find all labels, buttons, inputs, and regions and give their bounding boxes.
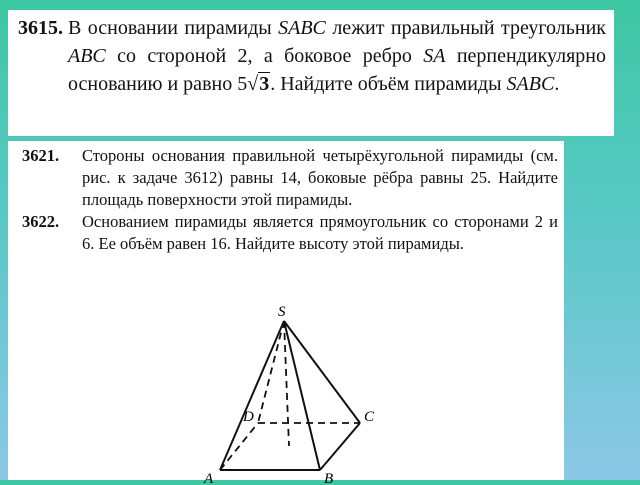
problem-text <box>68 14 606 98</box>
text-segment: со стороной 2, а боковое ребро <box>105 45 424 67</box>
problem-text: Основанием пирамиды является прямоугольник со сторонами 2 и 6. Ее объём равен 16. Найдите высоту этой пирамиды. <box>82 212 558 253</box>
math-root-expression <box>237 70 270 98</box>
vertex-label-a: A <box>204 471 214 485</box>
problem-3622 <box>22 211 558 255</box>
edge-sb <box>284 321 320 470</box>
text-segment: . Найдите объём пирамиды <box>270 73 507 95</box>
vertex-label-c: C <box>364 409 375 425</box>
math-coefficient: 5 <box>237 73 248 95</box>
problem-text: Стороны основания правильной четырёхугольной пирамиды (см. рис. к задаче 3612) равны 14, боковые рёбра равны 25. Найдите площадь поверхности этой пирамиды. <box>82 146 558 209</box>
vertex-label-s: S <box>278 305 286 320</box>
hidden-edge-ad <box>220 423 258 470</box>
problem-3615-panel <box>8 10 614 136</box>
math-variable: SA <box>423 45 446 67</box>
radical-sign: √ <box>247 73 259 95</box>
pyramid-figure <box>198 305 418 485</box>
problem-number: 3622. <box>22 212 60 231</box>
text-segment: В основании пирамиды <box>68 17 279 39</box>
edge-bc <box>320 423 360 470</box>
math-variable: SABC <box>506 73 555 95</box>
problems-3621-3622-panel <box>8 141 564 485</box>
text-segment: перпендикулярно основанию и равно <box>68 45 606 95</box>
math-variable: ABC <box>68 45 106 67</box>
text-segment: . <box>554 73 560 95</box>
vertex-label-d: D <box>243 409 254 425</box>
problem-number: 3615. <box>18 17 63 39</box>
problem-3621 <box>22 145 558 211</box>
problem-3615 <box>18 14 606 98</box>
radicand: 3 <box>259 73 270 95</box>
math-variable: SABC <box>278 17 326 39</box>
vertex-label-b: B <box>324 471 334 485</box>
text-segment: лежит правильный треугольник <box>325 17 607 39</box>
problem-number: 3621. <box>22 146 60 165</box>
edge-sa <box>220 321 284 470</box>
